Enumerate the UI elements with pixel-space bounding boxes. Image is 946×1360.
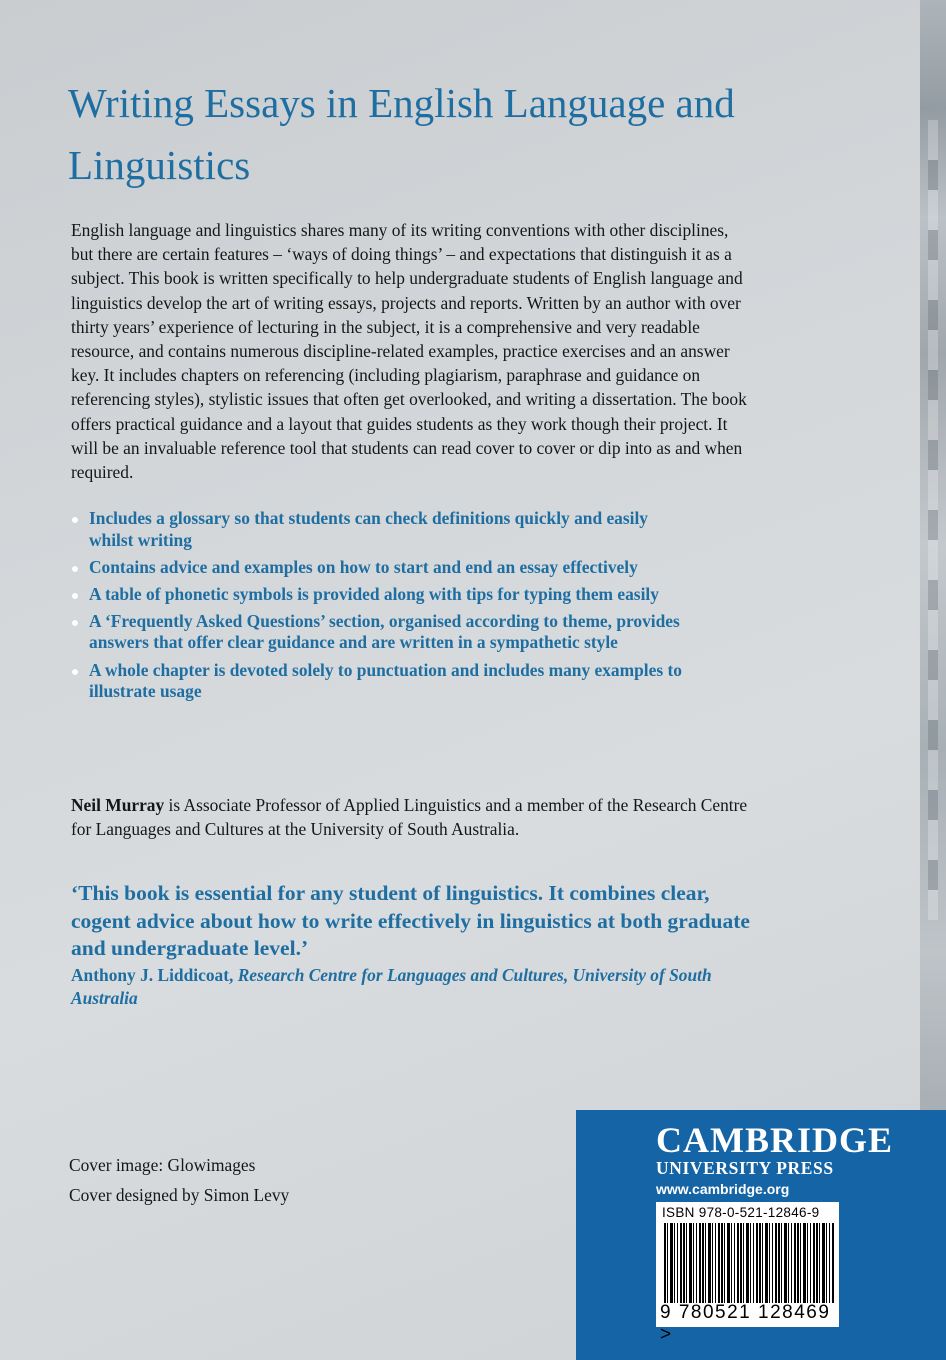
bullet-icon — [71, 516, 79, 524]
feature-item: A ‘Frequently Asked Questions’ section, organised according to theme, provides answers that offer clear guidance and are written in a sympathetic style — [71, 611, 691, 654]
review-quote: ‘This book is essential for any student of linguistics. It combines clear, cogent advice about how to write effectively in linguistics at both graduate and undergraduate level.’ — [71, 881, 750, 960]
feature-item: Contains advice and examples on how to start and end an essay effectively — [71, 557, 691, 579]
barcode — [656, 1202, 839, 1345]
publisher-logo-name: CAMBRIDGE — [656, 1120, 894, 1160]
author-name: Neil Murray — [71, 795, 165, 815]
isbn-number: ISBN 978-0-521-12846-9 — [662, 1205, 820, 1220]
barcode-digits: 9 780521 128469 > — [660, 1302, 831, 1345]
bullet-icon — [71, 668, 79, 676]
feature-item: A table of phonetic symbols is provided along with tips for typing them easily — [71, 584, 691, 606]
publisher-website: www.cambridge.org — [656, 1181, 790, 1197]
feature-list — [71, 508, 691, 708]
publisher-logo-press: UNIVERSITY PRESS — [656, 1158, 834, 1178]
author-bio — [71, 793, 771, 841]
book-description: English language and linguistics shares many of its writing conventions with other disciplines, but there are certain features – ‘ways of doing things’ – and expectations that distinguish it as a subject. This book is written specifically to help undergraduate students of English language and linguistics develop the art of writing essays, projects and reports. Written by an author with over thirty years’ experience of lecturing in the subject, it is a comprehensive and very readable resource, and contains numerous discipline-related examples, practice exercises and an answer key. It includes chapters on referencing (including plagiarism, paraphrase and guidance on referencing styles), stylistic issues that often get overlooked, and writing a dissertation. The book offers practical guidance and a layout that guides students as they work though their project. It will be an invaluable reference tool that students can read cover to cover or dip into as and when required. — [71, 220, 747, 483]
review-attribution — [71, 964, 771, 1010]
reviewer-name: Anthony J. Liddicoat, — [71, 965, 238, 985]
cover-credits — [69, 1150, 289, 1210]
bullet-icon — [71, 592, 79, 600]
cover-design-credit: Cover designed by Simon Levy — [69, 1185, 290, 1205]
barcode-bars — [664, 1223, 834, 1303]
feature-item: Includes a glossary so that students can check definitions quickly and easily whilst writing — [71, 508, 691, 551]
bullet-icon — [71, 565, 79, 573]
book-title: Writing Essays in English Language and Linguistics — [68, 80, 735, 188]
reviewer-affiliation: Research Centre for Languages and Cultures, University of South Australia — [71, 965, 712, 1008]
author-bio-text: is Associate Professor of Applied Linguistics and a member of the Research Centre for Languages and Cultures at the University of South Australia. — [71, 795, 748, 839]
cover-image-credit: Cover image: Glowimages — [69, 1155, 256, 1175]
feature-item: A whole chapter is devoted solely to punctuation and includes many examples to illustrate usage — [71, 660, 691, 703]
bullet-icon — [71, 619, 79, 627]
publisher-band — [576, 1110, 946, 1360]
